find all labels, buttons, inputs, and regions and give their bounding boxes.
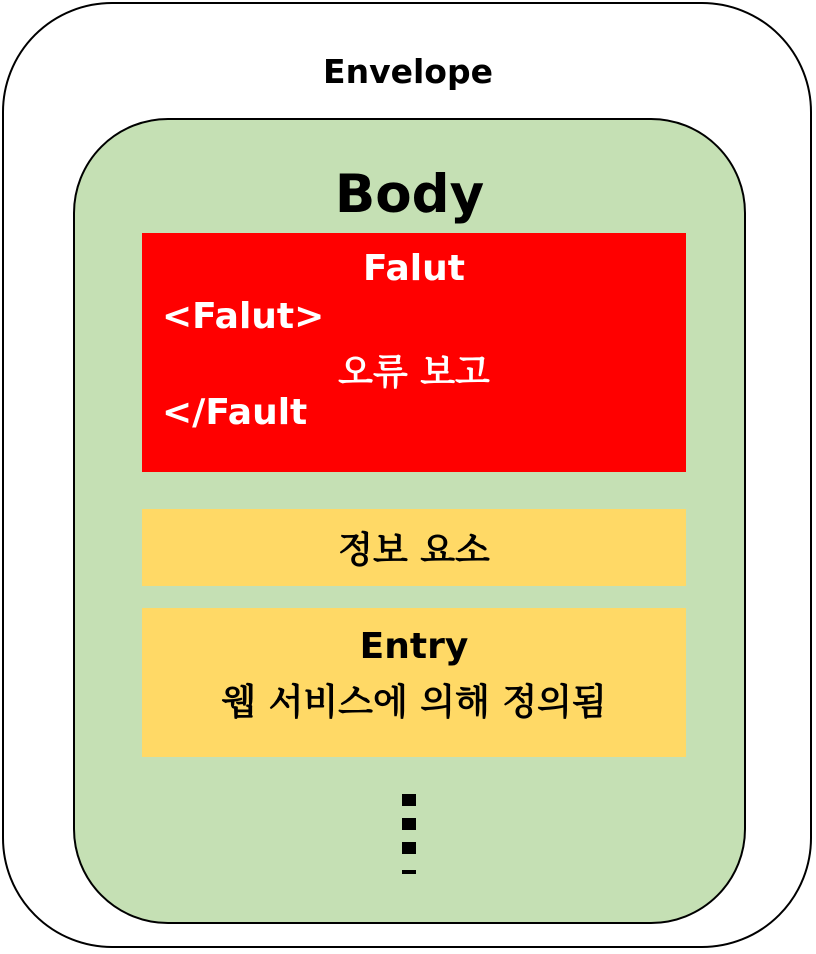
ellipsis-dot: [402, 818, 416, 830]
entry-description: 웹 서비스에 의해 정의됨: [221, 682, 607, 723]
envelope-label: Envelope: [323, 52, 493, 91]
fault-block: [142, 233, 686, 472]
body-label: Body: [334, 164, 485, 225]
ellipsis-dot: [402, 870, 416, 874]
fault-open-tag: <Falut>: [162, 296, 325, 337]
entry-block: [142, 608, 686, 757]
fault-close-tag: </Fault: [162, 392, 308, 433]
fault-message: 오류 보고: [338, 352, 490, 393]
entry-title: Entry: [359, 626, 469, 667]
info-element-block: [142, 509, 686, 586]
fault-title: Falut: [363, 248, 465, 289]
info-element-label: 정보 요소: [338, 530, 490, 571]
vertical-ellipsis: [402, 794, 416, 878]
ellipsis-dot: [402, 794, 416, 806]
ellipsis-dot: [402, 842, 416, 854]
